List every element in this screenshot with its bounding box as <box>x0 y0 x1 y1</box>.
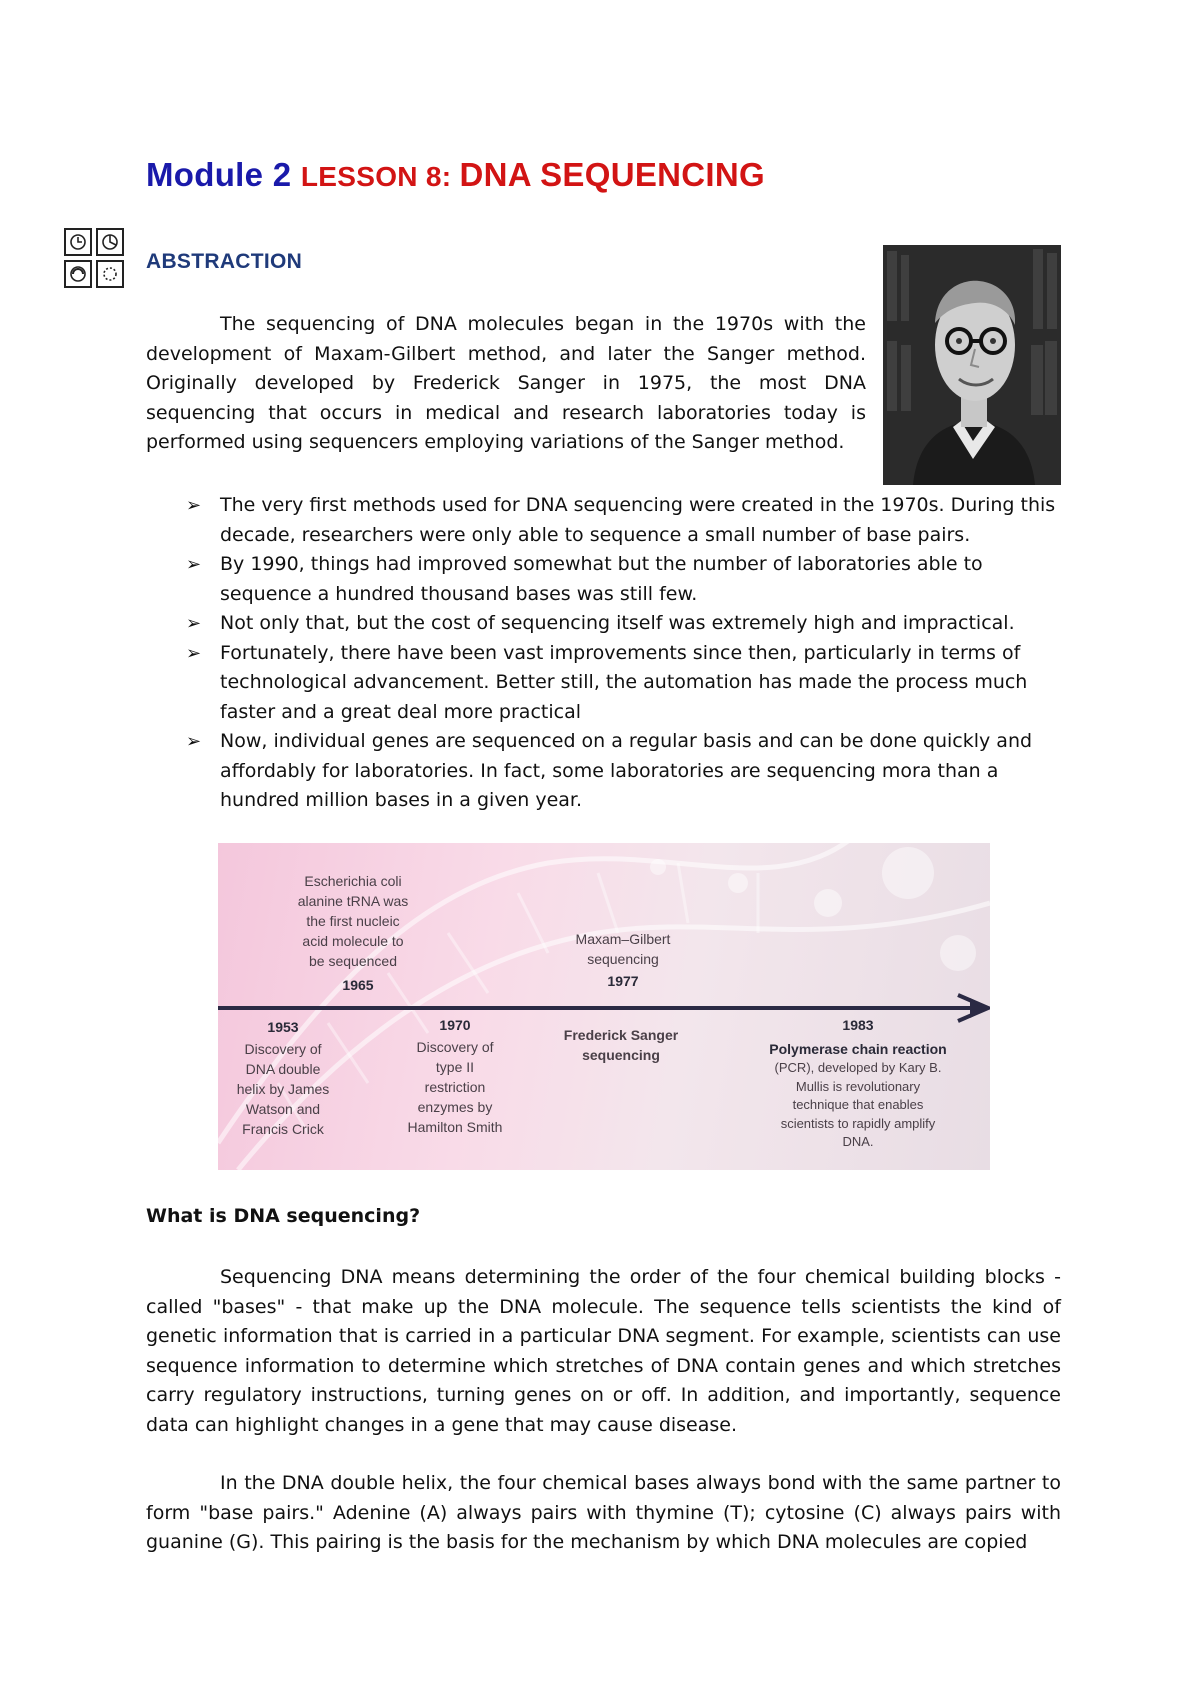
arrow-bullet-icon: ➢ <box>186 731 202 752</box>
definition-paragraph: Sequencing DNA means determining the order of the four chemical building blocks - called "bases" - that make up the DNA molecule. The sequence tells scientists the kind of genetic information that is carried in a particular DNA segment. For example, scientists can use sequence information to determine which stretches of DNA contain genes and which stretches carry regulatory instructions, turning genes on or off. In addition, and importantly, sequence data can highlight changes in a gene that may cause disease. <box>146 1266 1061 1436</box>
base-pair-paragraph: In the DNA double helix, the four chemical bases always bond with the same partner to form "base pairs." Adenine (A) always pairs with thymine (T); cytosine (C) always pairs with guanine (G). This pairing is the basis for the mechanism by which DNA molecules are copied <box>146 1472 1061 1553</box>
portrait-photo <box>883 245 1061 485</box>
arrow-bullet-icon: ➢ <box>186 554 202 575</box>
section-heading: ABSTRACTION <box>146 250 303 273</box>
list-item-text: Not only that, but the cost of sequencing itself was extremely high and impractical. <box>220 612 1015 634</box>
timeline-1965-year: 1965 <box>342 977 374 993</box>
timeline-1977-year: 1977 <box>607 973 639 989</box>
intro-paragraph: The sequencing of DNA molecules began in the 1970s with the development of Maxam-Gilbert method, and later the Sanger method. Originally developed by Frederick Sanger in 1975, the most DNA sequencing that occurs in medical and research laboratories today is performed using sequencers employing variations of the Sanger method. <box>146 313 866 453</box>
lesson-label: LESSON 8: <box>300 161 460 192</box>
list-item <box>186 609 1066 639</box>
timeline-1953-year: 1953 <box>267 1019 299 1035</box>
list-item <box>186 550 1066 609</box>
bullet-list <box>186 491 1066 816</box>
arrow-bullet-icon: ➢ <box>186 642 202 664</box>
list-item-text: Now, individual genes are sequenced on a regular basis and can be done quickly and affordably for laboratories. In fact, some laboratories are sequencing mora than a hundred million bases in a given year. <box>220 730 1033 811</box>
module-label: Module 2 <box>146 156 301 193</box>
dotted-circle-icon <box>96 260 124 288</box>
question-heading: What is DNA sequencing? <box>146 1205 421 1227</box>
arrow-bullet-icon: ➢ <box>186 495 202 516</box>
clock-icon <box>64 228 92 256</box>
list-item-text: Fortunately, there have been vast improvements since then, particularly in terms of technological advancement. Better still, the automation has made the process much faster and a great deal more practical <box>220 641 1028 723</box>
timeline-1983-title: Polymerase chain reaction <box>769 1041 947 1057</box>
abstraction-grid-icon <box>64 228 126 290</box>
timeline-1970-year: 1970 <box>439 1017 471 1033</box>
list-item-text: The very first methods used for DNA sequencing were created in the 1970s. During this decade, researchers were only able to sequence a small number of base pairs. <box>220 494 1056 546</box>
timeline-1983-year: 1983 <box>842 1017 874 1033</box>
timeline-1965-text: Escherichia coli alanine tRNA was the first nucleic acid molecule to be sequenced <box>297 873 409 969</box>
timeline-1970-text: Discovery of type II restriction enzymes by Hamilton Smith <box>407 1039 503 1135</box>
timeline-sanger-text: Frederick Sanger sequencing <box>563 1027 679 1063</box>
refresh-icon <box>64 260 92 288</box>
timeline-1953-text: Discovery of DNA double helix by James Watson and Francis Crick <box>236 1041 330 1137</box>
timeline-1983-text: (PCR), developed by Kary B. Mullis is revolutionary technique that enables scientists to rapidly amplify DNA. <box>774 1060 942 1149</box>
arrow-bullet-icon: ➢ <box>186 613 202 634</box>
dna-timeline-figure <box>218 843 990 1170</box>
page-title <box>146 156 765 194</box>
list-item <box>186 491 1066 550</box>
pie-icon <box>96 228 124 256</box>
list-item <box>186 727 1066 816</box>
topic-label: DNA SEQUENCING <box>459 156 765 193</box>
list-item <box>186 639 1066 728</box>
timeline-1977-text: Maxam–Gilbert sequencing <box>575 931 671 967</box>
list-item-text: By 1990, things had improved somewhat but the number of laboratories able to sequence a hundred thousand bases was still few. <box>220 553 983 605</box>
